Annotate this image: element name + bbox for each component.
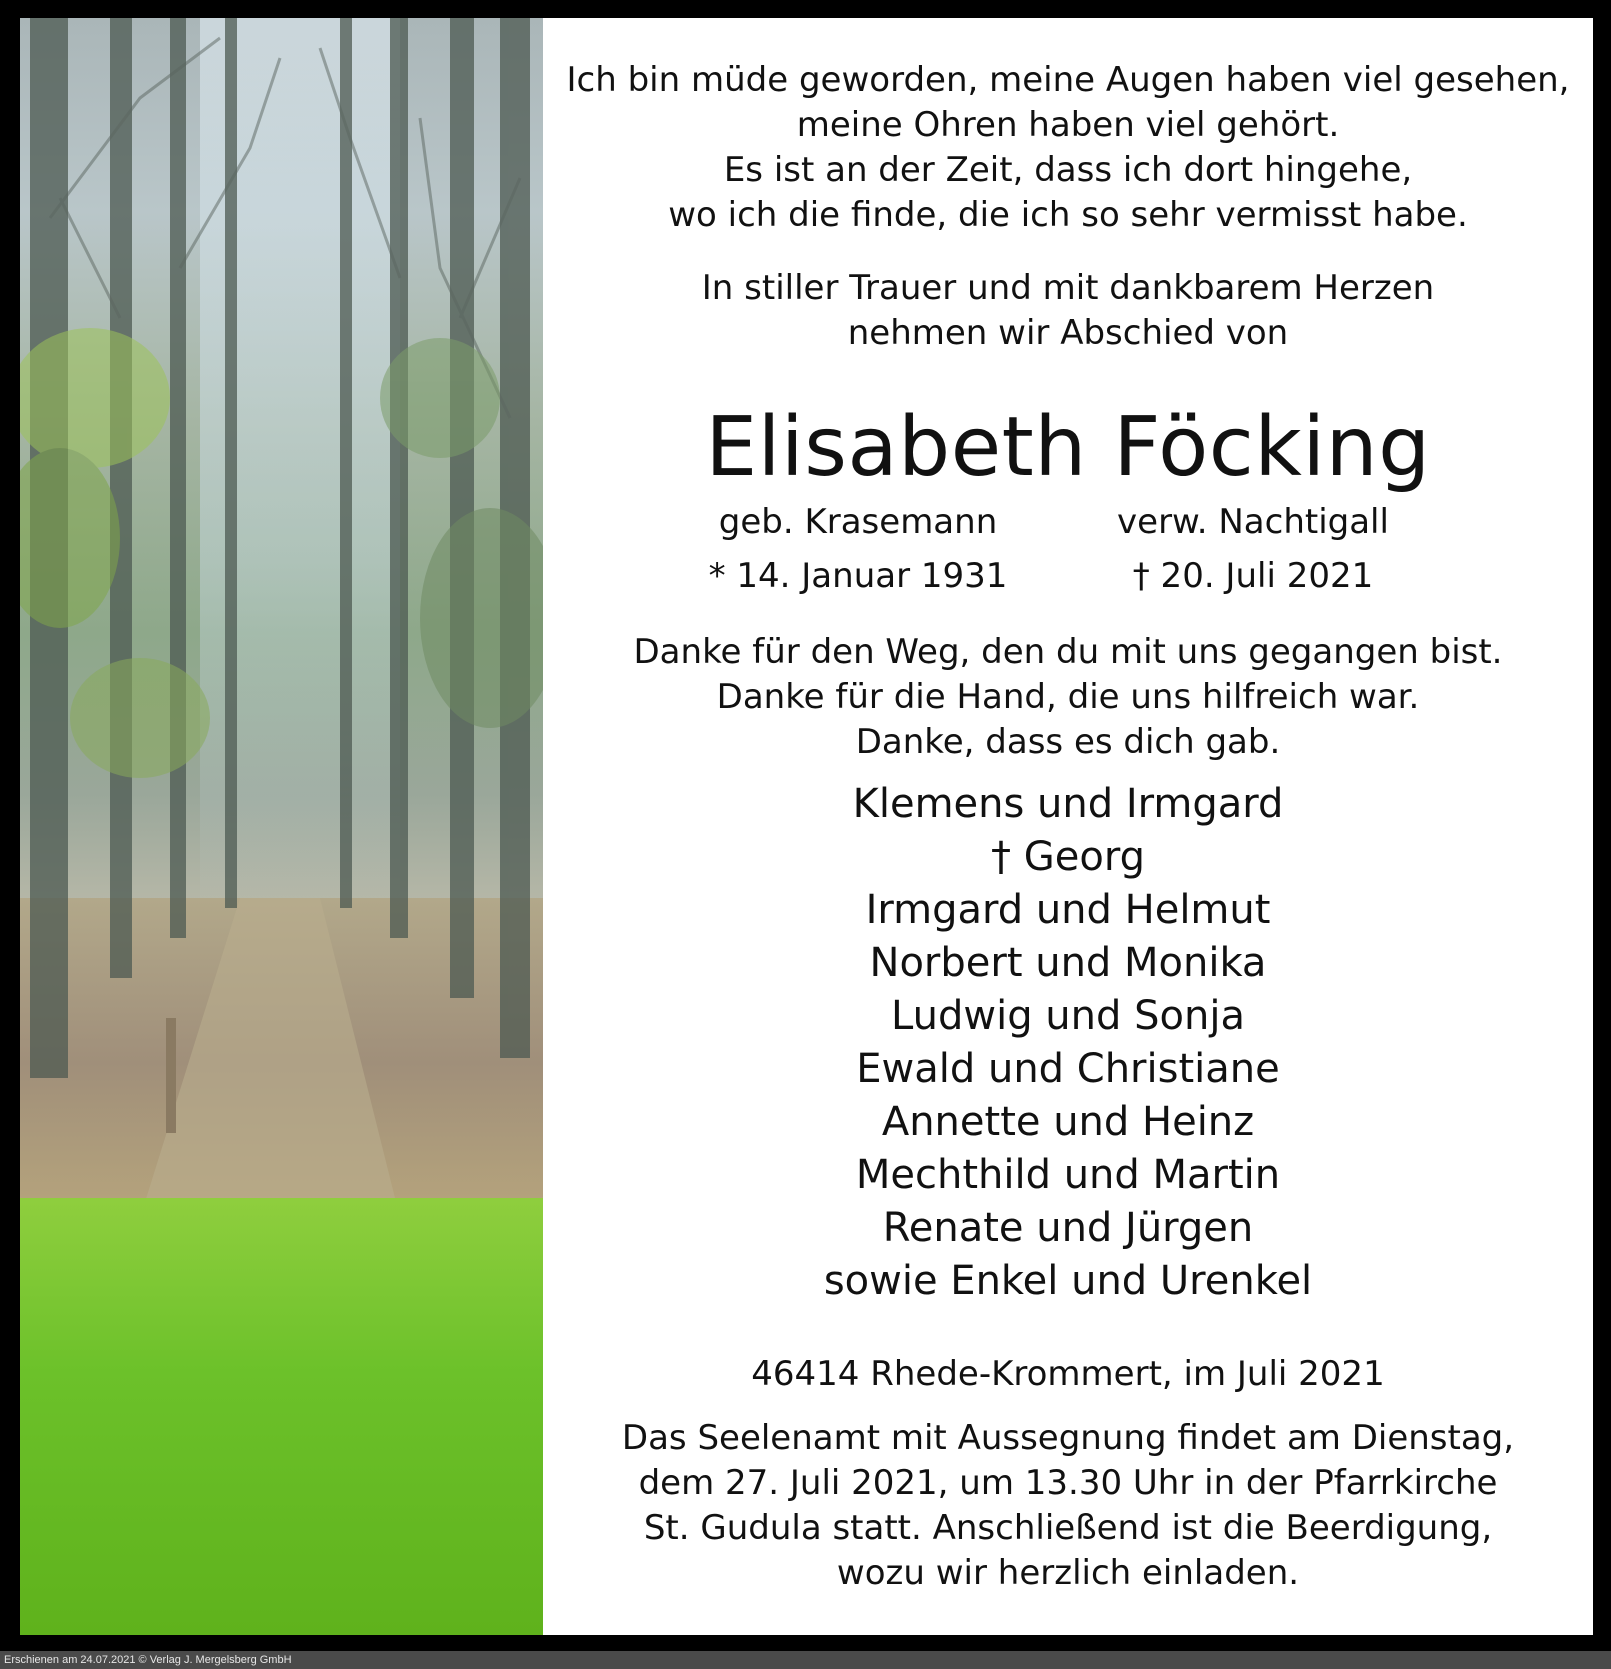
mourner: sowie Enkel und Urenkel [823, 1258, 1313, 1304]
service-line: wozu wir herzlich einladen. [836, 1553, 1300, 1593]
publication-footer: Erschienen am 24.07.2021 © Verlag J. Mergelsberg GmbH [0, 1651, 1611, 1669]
mourner: Klemens und Irmgard [852, 781, 1284, 827]
thanks-line: Danke für den Weg, den du mit uns gegangen bist. [633, 632, 1503, 672]
birth-name: geb. Krasemann [718, 502, 998, 542]
service-line: dem 27. Juli 2021, um 13.30 Uhr in der Pfarrkirche [638, 1463, 1498, 1503]
mourner: † Georg [991, 834, 1145, 880]
death-date: † 20. Juli 2021 [1132, 556, 1374, 596]
birth-date: * 14. Januar 1931 [708, 556, 1008, 596]
forest-illustration [20, 18, 543, 1635]
poem-line: Es ist an der Zeit, dass ich dort hingehe, [723, 150, 1413, 190]
frame-border-top [0, 0, 1611, 18]
intro [543, 266, 1593, 356]
service-line: St. Gudula statt. Anschließend ist die Beerdigung, [643, 1508, 1493, 1548]
poem-line: meine Ohren haben viel gehört. [796, 105, 1340, 145]
mourner: Ewald und Christiane [856, 1046, 1280, 1092]
mourner: Norbert und Monika [869, 940, 1267, 986]
intro-line: In stiller Trauer und mit dankbarem Herzen [701, 268, 1435, 308]
deceased-name: Elisabeth Föcking [705, 400, 1431, 495]
poem-line: wo ich die finde, die ich so sehr vermisst habe. [668, 195, 1468, 235]
poem [543, 58, 1593, 238]
frame-border-bottom [0, 1635, 1611, 1651]
notice-text [543, 18, 1593, 1635]
thanks-verse [543, 630, 1593, 765]
thanks-line: Danke für die Hand, die uns hilfreich war. [716, 677, 1420, 717]
thanks-line: Danke, dass es dich gab. [855, 722, 1281, 762]
widowed-name: verw. Nachtigall [1117, 502, 1389, 542]
frame-border-right [1593, 0, 1611, 1651]
mourner: Irmgard und Helmut [865, 887, 1271, 933]
mourners-list [543, 778, 1593, 1308]
service-info [543, 1416, 1593, 1596]
place-date: 46414 Rhede-Krommert, im Juli 2021 [751, 1354, 1385, 1394]
mourner: Annette und Heinz [881, 1099, 1255, 1145]
mourner: Renate und Jürgen [882, 1205, 1254, 1251]
mourner: Ludwig und Sonja [891, 993, 1245, 1039]
service-line: Das Seelenamt mit Aussegnung findet am Dienstag, [621, 1418, 1515, 1458]
mourner: Mechthild und Martin [855, 1152, 1281, 1198]
poem-line: Ich bin müde geworden, meine Augen haben viel gesehen, [566, 60, 1570, 100]
frame-border-left [0, 0, 20, 1651]
fence-post [166, 1018, 176, 1133]
meadow [20, 1198, 543, 1635]
forest-path-photo [20, 18, 543, 1635]
intro-line: nehmen wir Abschied von [847, 313, 1289, 353]
